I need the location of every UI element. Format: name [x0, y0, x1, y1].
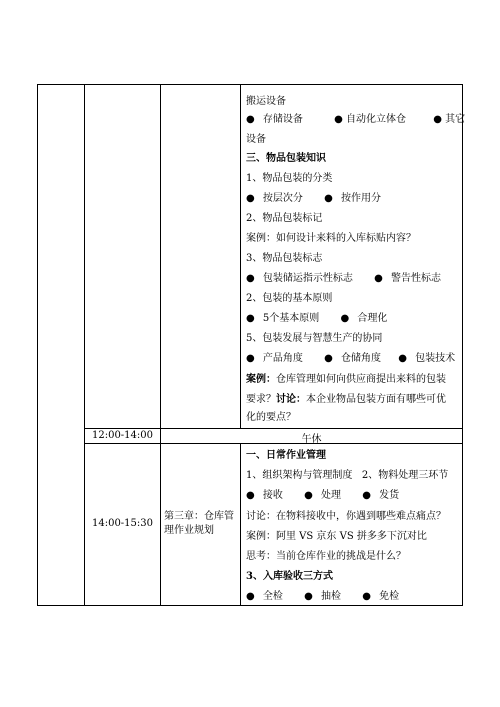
discussion-text: 本企业物品包装方面有哪些可优	[306, 394, 446, 405]
bullet-icon: ●	[362, 591, 371, 602]
section-heading-inspection: 3、入库验收三方式	[246, 571, 333, 582]
line-optimization: 化的要点？	[246, 412, 296, 423]
bullet-icon: ●	[304, 490, 313, 501]
bullet-icon: ●	[246, 193, 255, 204]
table-border-bottom	[37, 605, 463, 606]
line-pack-sign: 3、物品包装标志	[246, 253, 323, 264]
line-pack-development: 5、包装发展与智慧生产的协同	[246, 333, 383, 344]
line-discussion	[246, 394, 446, 406]
table-col-divider-2	[160, 84, 161, 605]
line-shebei: 设备	[246, 134, 266, 145]
bullet-icon: ●	[398, 353, 407, 364]
bullet-item: 发货	[379, 490, 400, 501]
line-pack-classification: 1、物品包装的分类	[246, 173, 333, 184]
table-col-divider-3	[240, 84, 241, 605]
line-discussion-pain: 讨论：在物料接收中，你遇到哪些难点痛点？	[246, 511, 446, 522]
bullet-item: 产品角度	[262, 353, 303, 364]
line-org-structure: 1、组织架构与管理制度 2、物料处理三环节	[246, 470, 449, 481]
bullet-item: 自动化立体仓	[346, 114, 407, 125]
requirement-text: 要求？	[246, 394, 276, 405]
table-border-top	[37, 84, 463, 85]
lunch-time: 12:00-14:00	[91, 430, 153, 441]
session-time: 14:00-15:30	[91, 518, 153, 529]
bullet-icon: ●	[246, 591, 255, 602]
bullet-item: 按层次分	[262, 193, 303, 204]
chapter-title-line2: 理作业规划	[164, 525, 214, 536]
bullet-icon: ●	[374, 273, 383, 284]
line-case-compare: 案例：阿里 VS 京东 VS 拼多多下沉对比	[246, 531, 427, 542]
bullet-icon: ●	[246, 114, 255, 125]
chapter-title-line1: 第三章：仓库管	[164, 511, 234, 522]
bullet-icon: ●	[246, 490, 255, 501]
bullet-row-three-steps	[246, 490, 399, 502]
line-thinking: 思考：当前仓库作业的挑战是什么？	[246, 551, 406, 562]
bullet-item: 全检	[262, 591, 283, 602]
bullet-item: 合理化	[357, 313, 388, 324]
bullet-icon: ●	[304, 591, 313, 602]
bullet-item: 免检	[379, 591, 400, 602]
bullet-item: 包装技术	[415, 353, 456, 364]
bullet-icon: ●	[246, 273, 255, 284]
case-text: 仓库管理如何向供应商提出来料的包装	[276, 374, 446, 385]
bullet-item: 抽检	[321, 591, 342, 602]
bullet-row-signs	[246, 273, 441, 285]
bullet-item: 5个基本原则	[262, 313, 320, 324]
line-pack-principles: 2、包装的基本原则	[246, 293, 333, 304]
bullet-row-storage	[246, 114, 465, 126]
table-border-right	[462, 84, 463, 605]
section-heading-packaging: 三、物品包装知识	[246, 153, 326, 164]
bullet-item: 包装储运指示性标志	[262, 273, 353, 284]
bullet-row-inspection	[246, 591, 399, 603]
bullet-item: 接收	[262, 490, 283, 501]
bullet-item: 警告性标志	[391, 273, 442, 284]
bullet-icon: ●	[246, 353, 255, 364]
bullet-item: 其它	[445, 114, 466, 125]
bullet-item: 处理	[321, 490, 342, 501]
table-border-left	[37, 84, 38, 605]
line-case-label: 案例：如何设计来料的入库标贴内容？	[246, 233, 416, 244]
line-pack-marking: 2、物品包装标记	[246, 213, 323, 224]
bullet-icon: ●	[362, 490, 371, 501]
bullet-icon: ●	[334, 114, 343, 125]
bullet-icon: ●	[433, 114, 442, 125]
bullet-row-principles	[246, 313, 387, 325]
line-case-supplier	[246, 374, 446, 386]
bullet-item: 存储设备	[262, 114, 303, 125]
bullet-icon: ●	[246, 313, 255, 324]
bullet-item: 仓储角度	[341, 353, 382, 364]
case-label: 案例：	[246, 374, 276, 385]
bullet-icon: ●	[340, 313, 350, 324]
bullet-row-angles	[246, 353, 455, 365]
lunch-label: 午休	[301, 434, 322, 445]
section-heading-daily-ops: 一、日常作业管理	[246, 450, 326, 461]
line-banyun: 搬运设备	[246, 96, 286, 107]
bullet-item: 按作用分	[341, 193, 382, 204]
bullet-icon: ●	[324, 193, 333, 204]
bullet-row-classification	[246, 193, 381, 205]
bullet-icon: ●	[324, 353, 333, 364]
discussion-label: 讨论：	[276, 394, 306, 405]
